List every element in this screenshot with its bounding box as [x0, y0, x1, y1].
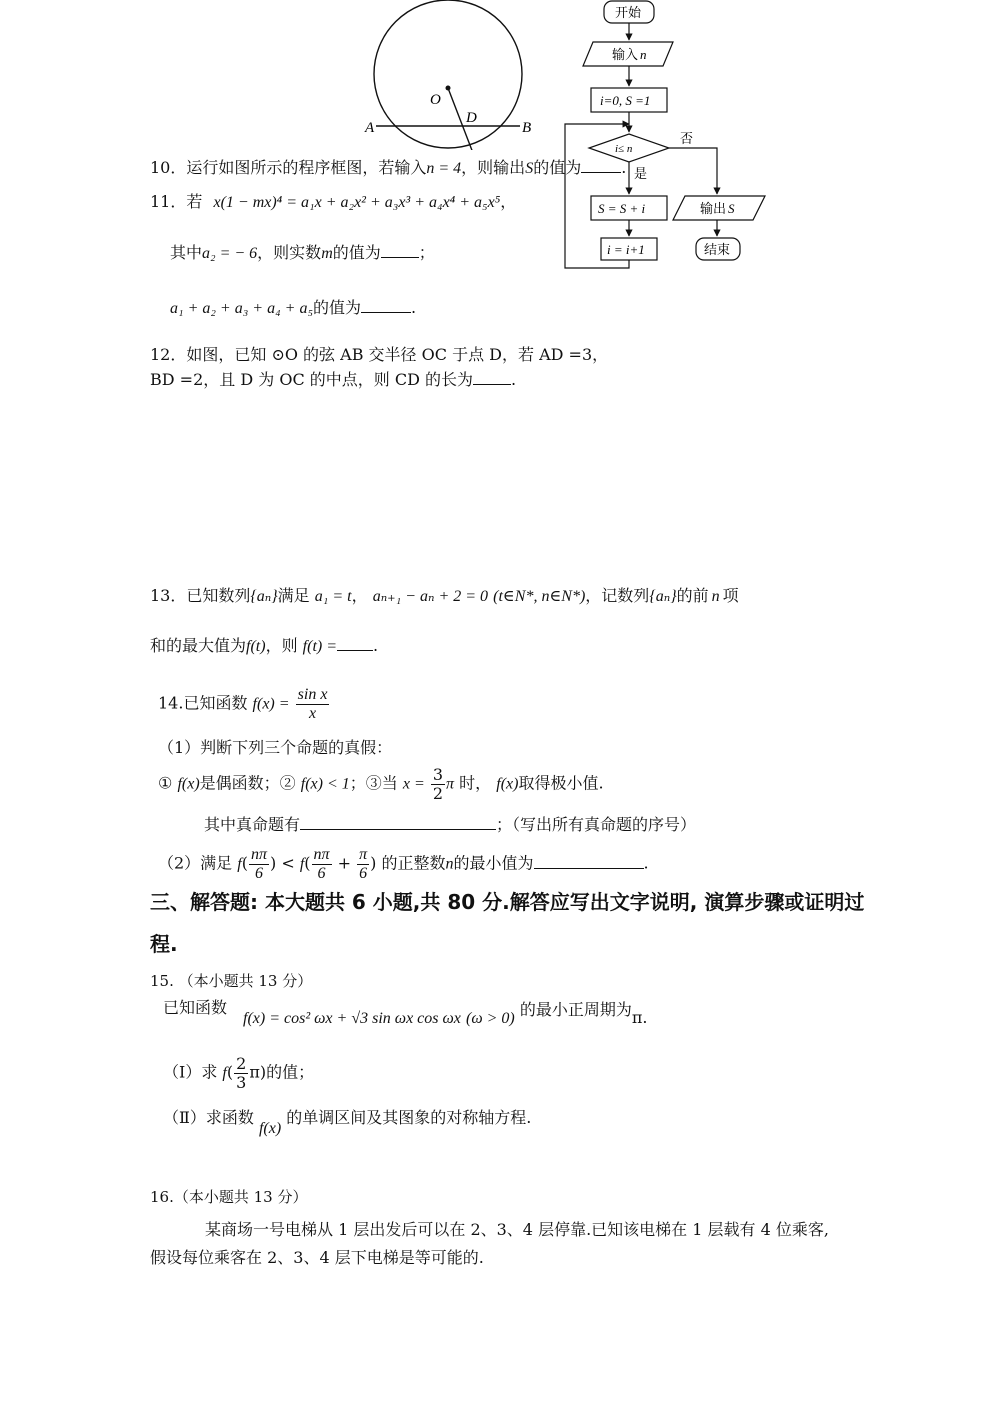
q14-frac-3-2: $\frac{3}{2}$	[432, 765, 444, 803]
q11-line2: 其中a₂ = − 6，则实数m的值为 ；	[170, 243, 435, 262]
q12-line1: 12．如图，已知 ⊙O 的弦 AB 交半径 OC 于点 D，若 AD =3，	[150, 345, 609, 364]
flow-end: 结束	[704, 243, 731, 258]
flow-init: i=0, S =1	[600, 93, 651, 108]
q14-part2: （2）满足 f( $\frac{n\pi}{6}$ ) < f( $\frac{n\pi}{6}$ + $\frac{\pi}{6}$ ) 的正整数n的最小值为 .	[158, 846, 649, 882]
q14-part1: （1）判断下列三个命题的真假：	[158, 738, 393, 757]
q14-fraction: $\frac{\text{sin x}}{x}$	[297, 686, 328, 722]
q14-frac-pi-6: $\frac{\pi}{6}$	[359, 846, 368, 882]
label-b: B	[522, 120, 532, 136]
flow-start: 开始	[615, 6, 642, 21]
flow-update-i: i = i+1	[607, 242, 645, 257]
q16-line1: 某商场一号电梯从 1 层出发后可以在 2、3、4 层停靠.已知该电梯在 1 层载有 4 位乘客,	[205, 1220, 829, 1239]
flow-output-var: S	[728, 201, 735, 216]
flow-input-var: n	[640, 47, 647, 62]
q11-line1: 11．若 x(1 − mx)⁴ = a₁x + a₂x² + a₃x³ + a₄x⁴ + a₅x⁵，	[150, 192, 517, 211]
flow-input: 输入	[612, 48, 639, 63]
center-point	[446, 86, 451, 91]
section3-heading-line2: 程.	[150, 932, 178, 956]
q16-header: 16.（本小题共 13 分）	[150, 1188, 308, 1206]
label-d: D	[466, 110, 477, 126]
q12-line2: BD =2，且 D 为 OC 的中点，则 CD 的长为 .	[150, 370, 517, 389]
circle-figure	[360, 0, 550, 150]
q13-line2: 和的最大值为f(t)，则 f(t) = .	[150, 636, 379, 655]
flow-output: 输出	[700, 202, 727, 217]
q15-frac-2-3: $\frac{2}{3}$	[236, 1054, 247, 1092]
q15-statement: 已知函数	[163, 998, 228, 1017]
q10: 10．运行如图所示的程序框图，若输入n = 4，则输出S的值为 .	[150, 158, 627, 177]
flow-yes: 是	[634, 167, 648, 182]
q15-formula-line: f(x) = cos² ωx + √3 sin ωx cos ωx (ω > 0) 的最小正周期为π.	[243, 1000, 648, 1027]
flow-no: 否	[680, 132, 694, 147]
q13-line1: 13．已知数列{aₙ}满足 a₁ = t， aₙ₊₁ − aₙ + 2 = 0 (t∈N*, n∈N*)，记数列{aₙ}的前 n 项	[150, 586, 739, 605]
label-o: O	[430, 92, 441, 108]
q11-line3: a₁ + a₂ + a₃ + a₄ + a₅的值为 .	[170, 298, 417, 317]
q14-props: ① f(x)是偶函数；② f(x) < 1；③当 x = $\frac{3}{2}$ π 时， f(x)取得极小值.	[158, 765, 604, 803]
q15-part2: （Ⅱ）求函数 f(x) 的单调区间及其图象的对称轴方程.	[163, 1108, 532, 1137]
flow-update-s: S = S + i	[598, 201, 646, 216]
section3-heading-line1: 三、解答题: 本大题共 6 小题,共 80 分.解答应写出文字说明, 演算步骤或证明过	[150, 890, 865, 914]
q14-true-props: 其中真命题有 ；（写出所有真命题的序号）	[204, 815, 697, 834]
q14-frac-npi-6b: $\frac{n\pi}{6}$	[313, 846, 330, 882]
q14-frac-npi-6: $\frac{n\pi}{6}$	[250, 846, 267, 882]
q14-title: 14.已知函数 f(x) = $\frac{\text{sin x}}{x}$	[158, 686, 328, 722]
flowchart	[560, 0, 780, 275]
q16-line2: 假设每位乘客在 2、3、4 层下电梯是等可能的.	[150, 1248, 484, 1267]
q15-part1: （Ⅰ）求 f( $\frac{2}{3}$ π)的值；	[163, 1054, 315, 1092]
flow-condition: i≤ n	[615, 143, 633, 155]
label-a: A	[365, 120, 375, 136]
q15-header: 15. （本小题共 13 分）	[150, 972, 313, 990]
